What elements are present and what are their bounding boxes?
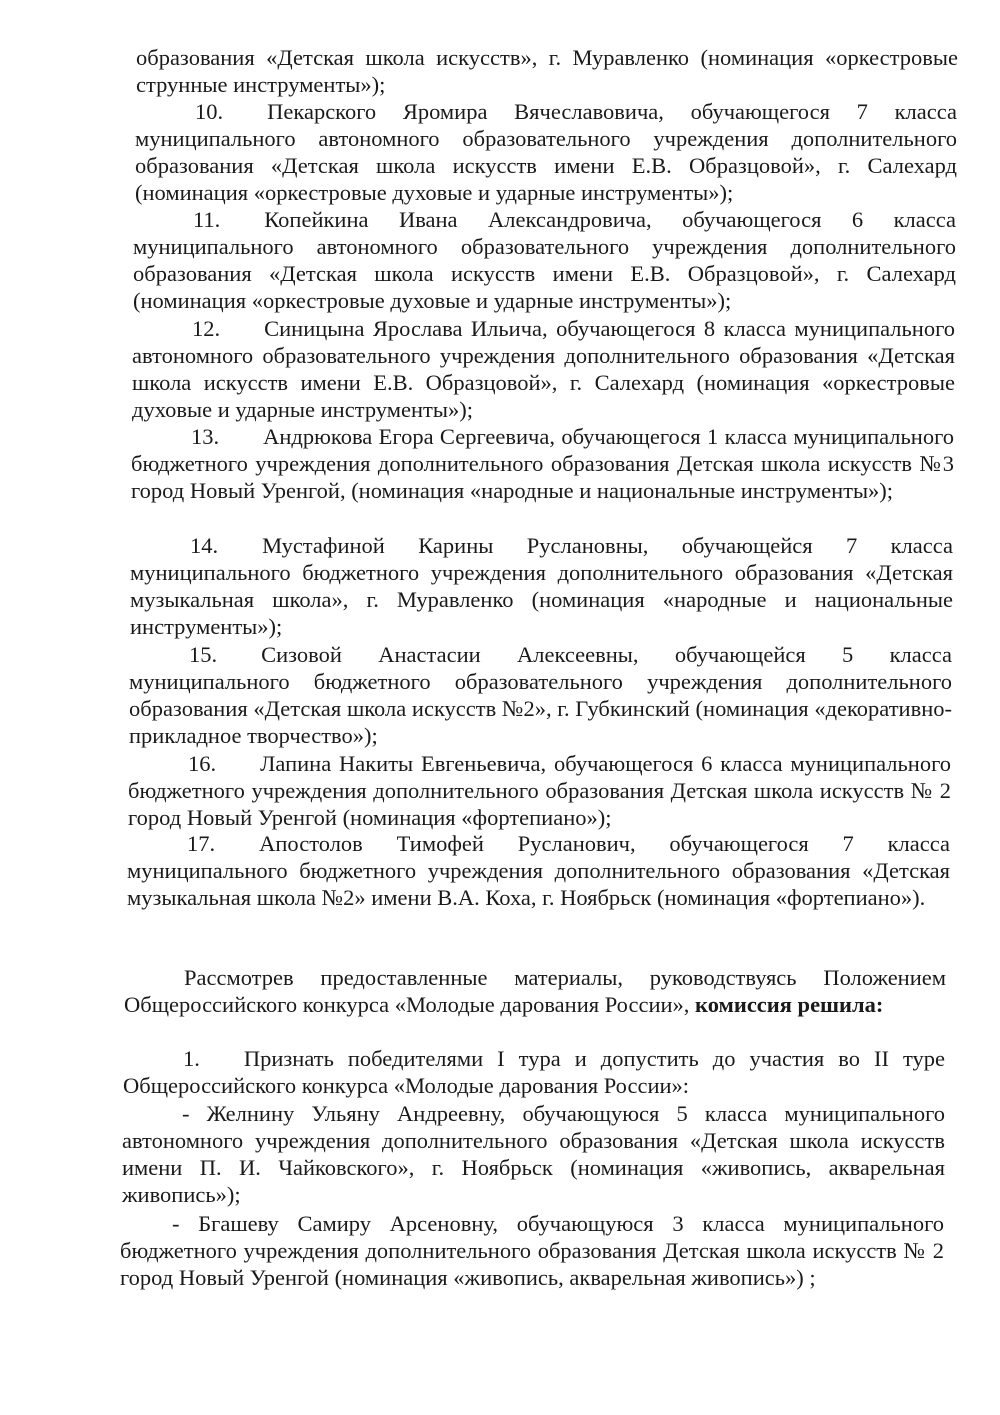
list-item-number: 16.	[188, 751, 217, 776]
list-item-17	[127, 830, 950, 911]
list-item-10	[135, 98, 957, 206]
list-item-number: 12.	[192, 316, 221, 341]
list-item-text: Копейкина Ивана Александровича, обучающегося 6 класса муниципального автономного образовательного учреждения дополнительного образования «Детская школа искусств имени Е.В. Образцовой», г. Салехард (номинация «оркестровые духовые и ударные инструменты»);	[133, 207, 956, 313]
winner-item	[120, 1210, 944, 1291]
list-item-text: Андрюкова Егора Сергеевича, обучающегося 1 класса муниципального бюджетного учреждения дополнительного образования Детская школа искусств №3 город Новый Уренгой, (номинация «народные и национальные инструменты»);	[131, 424, 954, 503]
list-item-15	[129, 641, 952, 749]
winner-item	[122, 1100, 945, 1208]
list-item-number: 13.	[191, 424, 220, 449]
resolution-text: Признать победителями I тура и допустить до участия во II туре Общероссийского конкурса «Молодые дарования России»:	[123, 1046, 945, 1098]
list-item-text: Лапина Накиты Евгеньевича, обучающегося 6 класса муниципального бюджетного учреждения дополнительного образования Детская школа искусств № 2 город Новый Уренгой (номинация «фортепиано»);	[128, 751, 951, 830]
decision-bold: комиссия решила:	[695, 992, 884, 1017]
list-item-number: 14.	[190, 533, 219, 558]
list-item-text: Мустафиной Карины Руслановны, обучающейся 7 класса муниципального бюджетного учреждения дополнительного образования «Детская музыкальная школа», г. Муравленко (номинация «народные и национальные инструменты»);	[130, 533, 953, 639]
list-item-14	[130, 532, 953, 640]
list-item-11	[133, 206, 956, 314]
resolution-item-1	[123, 1045, 945, 1099]
list-item-number: 10.	[195, 99, 224, 124]
resolution-number: 1.	[183, 1046, 200, 1071]
list-item-text: Пекарского Яромира Вячеславовича, обучающегося 7 класса муниципального автономного образовательного учреждения дополнительного образования «Детская школа искусств имени Е.В. Образцовой», г. Салехард (номинация «оркестровые духовые и ударные инструменты»);	[135, 99, 957, 205]
list-item-number: 17.	[187, 831, 216, 856]
list-item-number: 11.	[193, 207, 221, 232]
winner-text: - Бгашеву Самиру Арсеновну, обучающуюся 3 класса муниципального бюджетного учреждения дополнительного образования Детская школа искусств № 2 город Новый Уренгой (номинация «живопись, акварельная живопись») ;	[120, 1211, 944, 1290]
intro-fragment-text: образования «Детская школа искусств», г. Муравленко (номинация «оркестровые струнные инструменты»);	[136, 45, 958, 97]
winner-text: - Желнину Ульяну Андреевну, обучающуюся 5 класса муниципального автономного учреждения дополнительного образования «Детская школа искусств имени П. И. Чайковского», г. Ноябрьск (номинация «живопись, акварельная живопись»);	[122, 1101, 945, 1207]
list-item-13	[131, 423, 954, 504]
list-item-text: Апостолов Тимофей Русланович, обучающегося 7 класса муниципального бюджетного учреждения дополнительного образования «Детская музыкальная школа №2» имени В.А. Коха, г. Ноябрьск (номинация «фортепиано»).	[127, 831, 950, 910]
list-item-16	[128, 750, 951, 831]
intro-fragment	[136, 44, 958, 98]
list-item-text: Сизовой Анастасии Алексеевны, обучающейся 5 класса муниципального бюджетного образовательного учреждения дополнительного образования «Детская школа искусств №2», г. Губкинский (номинация «декоративно-прикладное творчество»);	[129, 642, 952, 748]
decision-paragraph	[124, 964, 946, 1018]
list-item-number: 15.	[189, 642, 218, 667]
decision-text: Рассмотрев предоставленные материалы, руководствуясь Положением Общероссийского конкурса «Молодые дарования России»,	[124, 965, 946, 1017]
list-item-12	[132, 315, 955, 423]
list-item-text: Синицына Ярослава Ильича, обучающегося 8 класса муниципального автономного образовательного учреждения дополнительного образования «Детская школа искусств имени Е.В. Образцовой», г. Салехард (номинация «оркестровые духовые и ударные инструменты»);	[132, 316, 955, 422]
